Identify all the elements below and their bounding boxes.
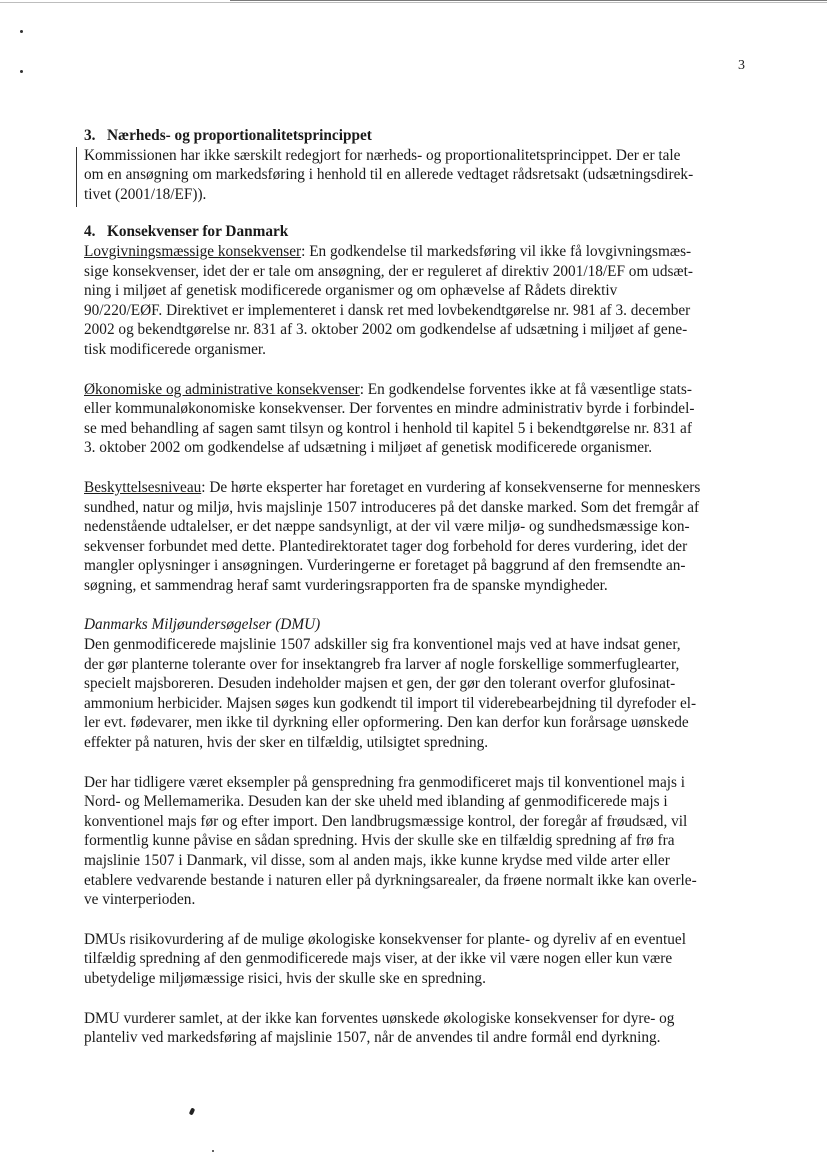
pen-mark: [189, 1107, 196, 1115]
section-4-heading: [84, 222, 752, 242]
economic-first-line-text: : En godkendelse forventes ikke at få væsentlige stats-: [359, 380, 692, 398]
dmu-para1-line: ler evt. fødevarer, men ikke til dyrkning eller opformering. Den kan derfor kun forårsage uønskede: [84, 714, 689, 732]
dmu-para1-line: specielt majsboreren. Desuden indeholder majsen et gen, der gør den tolerant overfor glufosinat-: [84, 675, 676, 693]
dmu-para2-line: formentlig kunne påvise en sådan spredning. Hvis der skulle ske en tilfældig spredning af frø fra: [84, 832, 675, 850]
protection-line: sundhed, natur og miljø, hvis majslinje 1507 introduceres på det danske marked. Som det fremgår af: [84, 498, 700, 516]
dmu-para1-line: Den genmodificerede majslinie 1507 adskiller sig fra konventionel majs ved at have indsat gener,: [84, 636, 681, 654]
economic-first-line: [84, 380, 752, 400]
section-4-title: Konsekvenser for Danmark: [107, 223, 289, 241]
dmu-para2-line: majslinie 1507 i Danmark, vil disse, som al anden majs, ikke kunne krydse med vilde arter eller: [84, 852, 670, 869]
scan-speck: [212, 1150, 214, 1152]
dmu-para2-line: etablere vedvarende bestande i naturen eller på dyrkningsarealer, da frøene normalt ikke kan overle-: [84, 871, 697, 889]
top-scan-line: [0, 2, 827, 3]
scan-speck: [20, 30, 23, 33]
section-3-line: Kommissionen har ikke særskilt redegjort for nærheds- og proportionalitetsprincippet. Der er tale: [84, 146, 681, 164]
legal-label: Lovgivningsmæssige konsekvenser: [84, 242, 302, 260]
dmu-para2-line: ve vinterperioden.: [84, 891, 196, 909]
economic-line: se med behandling af sagen samt tilsyn og kontrol i henhold til kapitel 5 i bekendtgørelse nr. 831 af: [84, 419, 692, 437]
section-4-number: 4.: [84, 223, 96, 241]
dmu-para1-line: der gør planterne tolerante over for insektangreb fra larver af nogle forskellige sommerfuglearter,: [84, 655, 680, 673]
revision-bar: [76, 147, 77, 207]
legal-line: ning i miljøet af genetisk modificerede organismer og om ophævelse af Rådets direktiv: [84, 282, 618, 300]
protection-label: Beskyttelsesniveau: [84, 478, 202, 496]
protection-first-line-text: : De hørte eksperter har foretaget en vurdering af konsekvenserne for menneskers: [201, 478, 701, 496]
dmu-para3-line: ubetydelige miljømæssige risici, hvis der skulle ske en spredning.: [84, 969, 486, 987]
dmu-para4-line: DMU vurderer samlet, at der ikke kan forventes uønskede økologiske konsekvenser for dyre- og: [84, 1009, 675, 1027]
section-3-line: tivet (2001/18/EF)).: [84, 185, 207, 203]
economic-line: 3. oktober 2002 om godkendelse af udsætning i miljøet af genetisk modificerede organismer.: [84, 439, 653, 457]
protection-line: mangler oplysninger i ansøgningen. Vurderingerne er foretaget på baggrund af den fremsendte an-: [84, 557, 686, 575]
section-3-number: 3.: [84, 127, 96, 144]
legal-first-line: [84, 242, 752, 262]
economic-label: Økonomiske og administrative konsekvenser: [84, 380, 360, 398]
dmu-para2-line: Nord- og Mellemamerika. Desuden kan der ske uheld med iblanding af genmodificerede majs i: [84, 793, 668, 811]
dmu-para1-line: effekter på naturen, hvis der sker en tilfældig, utilsigtet spredning.: [84, 734, 489, 752]
section-3-title: Nærheds- og proportionalitetsprincippet: [107, 127, 372, 144]
dmu-para1-line: ammonium herbicider. Majsen søges kun godkendt til import til viderebearbejdning til dyrefoder el-: [84, 694, 697, 712]
protection-line: nedenstående udtalelser, er det næppe sandsynligt, at der vil være miljø- og sundhedsmæssige kon-: [84, 518, 690, 536]
page-number: 3: [738, 58, 745, 73]
legal-line: sige konsekvenser, idet der er tale om ansøgning, der er reguleret af direktiv 2001/18/EF om udsæt-: [84, 262, 693, 280]
scan-speck: [20, 70, 23, 73]
dmu-title: Danmarks Miljøundersøgelser (DMU): [84, 616, 321, 634]
dmu-para4-line: planteliv ved markedsføring af majslinie 1507, når de anvendes til andre formål end dyrkning.: [84, 1029, 661, 1047]
protection-line: sekvenser forbundet med dette. Plantedirektoratet tager dog forbehold for deres vurdering, idet der: [84, 537, 688, 555]
section-3-line: om en ansøgning om markedsføring i henhold til en allerede vedtaget rådsretsakt (udsætningsdirek-: [84, 166, 694, 184]
dmu-para2-line: Der har tidligere været eksempler på genspredning fra genmodificeret majs til konventionel majs i: [84, 773, 686, 791]
legal-line: 2002 og bekendtgørelse nr. 831 af 3. oktober 2002 om godkendelse af udsætning i miljøet af gene-: [84, 321, 688, 339]
protection-first-line: [84, 478, 752, 498]
dmu-para2-line: konventionel majs før og efter import. Den landbrugsmæssige kontrol, der foregår af frøudsæd, vil: [84, 812, 688, 830]
legal-line: 90/220/EØF. Direktivet er implementeret i dansk ret med lovbekendtgørelse nr. 981 af 3. december: [84, 301, 691, 319]
economic-line: eller kommunaløkonomiske konsekvenser. Der forventes en mindre administrativ byrde i forbindel-: [84, 400, 695, 418]
dmu-para3-line: DMUs risikovurdering af de mulige økologiske konsekvenser for plante- og dyreliv af en eventuel: [84, 930, 686, 948]
dmu-para3-line: tilfældig spredning af den genmodificerede majs viser, at der ikke vil være nogen eller kun være: [84, 950, 673, 968]
protection-line: søgning, et sammendrag heraf samt vurderingsrapporten fra de spanske myndigheder.: [84, 576, 608, 594]
legal-line: tisk modificerede organismer.: [84, 340, 266, 358]
section-3-heading: [84, 126, 752, 146]
legal-first-line-text: : En godkendelse til markedsføring vil ikke få lovgivningsmæs-: [301, 242, 692, 260]
document-body: [84, 126, 752, 1048]
top-edge-line: [230, 0, 827, 1]
